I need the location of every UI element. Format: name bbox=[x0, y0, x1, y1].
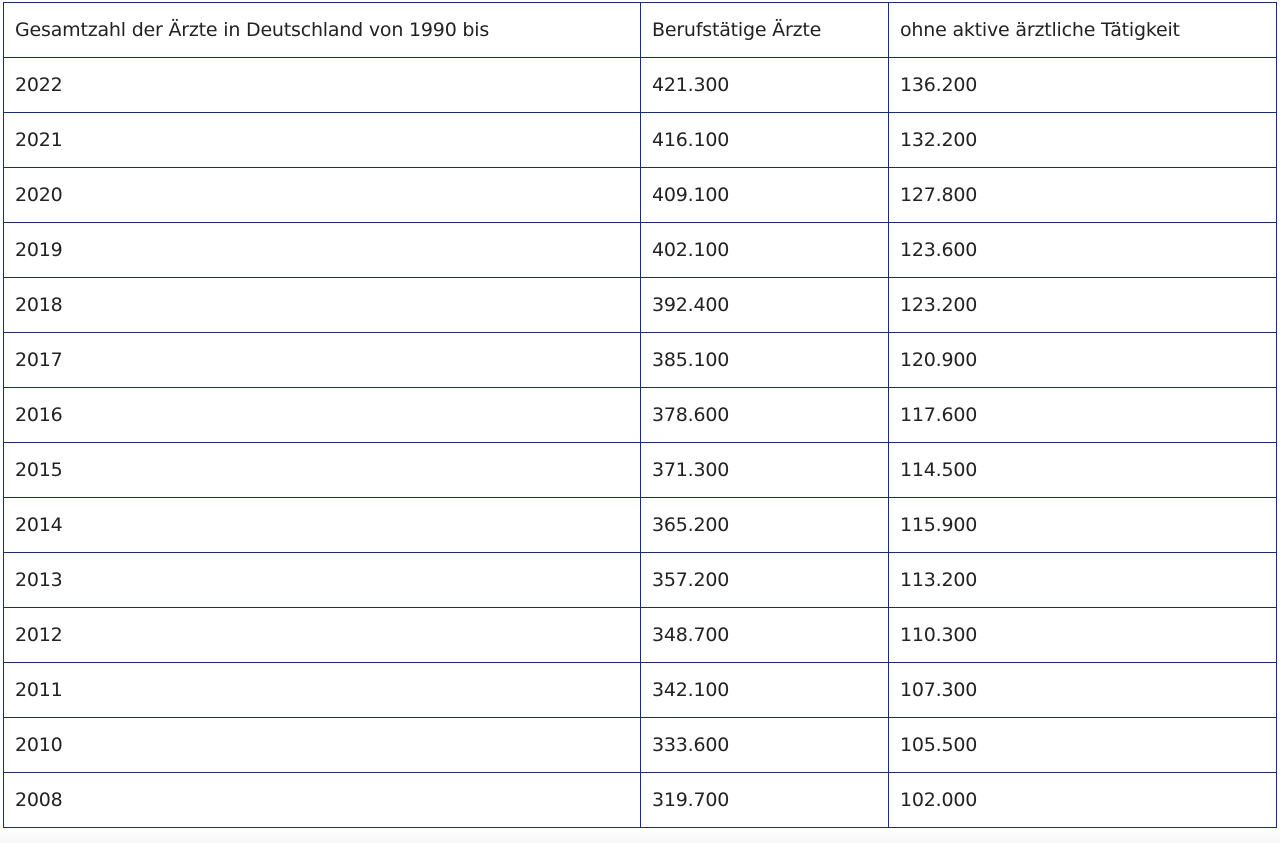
cell-working-physicians: 409.100 bbox=[641, 168, 889, 223]
table-header bbox=[4, 3, 1277, 58]
cell-year: 2011 bbox=[4, 663, 641, 718]
cell-inactive-physicians: 114.500 bbox=[889, 443, 1277, 498]
cell-working-physicians: 378.600 bbox=[641, 388, 889, 443]
cell-year: 2022 bbox=[4, 58, 641, 113]
header-cell-working-physicians: Berufstätige Ärzte bbox=[641, 3, 889, 58]
cell-inactive-physicians: 102.000 bbox=[889, 773, 1277, 828]
table-row bbox=[4, 443, 1277, 498]
cell-year: 2015 bbox=[4, 443, 641, 498]
cell-working-physicians: 319.700 bbox=[641, 773, 889, 828]
cell-inactive-physicians: 113.200 bbox=[889, 553, 1277, 608]
cell-working-physicians: 416.100 bbox=[641, 113, 889, 168]
cell-inactive-physicians: 110.300 bbox=[889, 608, 1277, 663]
cell-inactive-physicians: 115.900 bbox=[889, 498, 1277, 553]
cell-year: 2017 bbox=[4, 333, 641, 388]
header-row bbox=[4, 3, 1277, 58]
cell-year: 2016 bbox=[4, 388, 641, 443]
bottom-fade bbox=[0, 829, 1280, 843]
header-cell-inactive-physicians: ohne aktive ärztliche Tätigkeit bbox=[889, 3, 1277, 58]
table-row bbox=[4, 718, 1277, 773]
physicians-table bbox=[3, 2, 1277, 828]
cell-inactive-physicians: 123.600 bbox=[889, 223, 1277, 278]
cell-year: 2018 bbox=[4, 278, 641, 333]
cell-working-physicians: 385.100 bbox=[641, 333, 889, 388]
cell-inactive-physicians: 132.200 bbox=[889, 113, 1277, 168]
cell-year: 2021 bbox=[4, 113, 641, 168]
cell-working-physicians: 402.100 bbox=[641, 223, 889, 278]
cell-year: 2014 bbox=[4, 498, 641, 553]
cell-year: 2008 bbox=[4, 773, 641, 828]
cell-working-physicians: 357.200 bbox=[641, 553, 889, 608]
table-row bbox=[4, 773, 1277, 828]
cell-inactive-physicians: 136.200 bbox=[889, 58, 1277, 113]
cell-year: 2010 bbox=[4, 718, 641, 773]
table-row bbox=[4, 168, 1277, 223]
table-row bbox=[4, 223, 1277, 278]
cell-inactive-physicians: 120.900 bbox=[889, 333, 1277, 388]
table-row bbox=[4, 58, 1277, 113]
table-row bbox=[4, 333, 1277, 388]
cell-working-physicians: 365.200 bbox=[641, 498, 889, 553]
cell-inactive-physicians: 123.200 bbox=[889, 278, 1277, 333]
table-row bbox=[4, 388, 1277, 443]
cell-year: 2020 bbox=[4, 168, 641, 223]
table-body bbox=[4, 58, 1277, 828]
table-row bbox=[4, 608, 1277, 663]
cell-working-physicians: 342.100 bbox=[641, 663, 889, 718]
cell-working-physicians: 392.400 bbox=[641, 278, 889, 333]
cell-working-physicians: 348.700 bbox=[641, 608, 889, 663]
header-cell-year: Gesamtzahl der Ärzte in Deutschland von 1990 bis bbox=[4, 3, 641, 58]
cell-working-physicians: 371.300 bbox=[641, 443, 889, 498]
cell-inactive-physicians: 117.600 bbox=[889, 388, 1277, 443]
cell-year: 2013 bbox=[4, 553, 641, 608]
table-container bbox=[3, 2, 1276, 828]
table-row bbox=[4, 553, 1277, 608]
table-row bbox=[4, 278, 1277, 333]
cell-inactive-physicians: 107.300 bbox=[889, 663, 1277, 718]
table-row bbox=[4, 498, 1277, 553]
cell-inactive-physicians: 105.500 bbox=[889, 718, 1277, 773]
cell-working-physicians: 421.300 bbox=[641, 58, 889, 113]
table-row bbox=[4, 113, 1277, 168]
cell-working-physicians: 333.600 bbox=[641, 718, 889, 773]
cell-year: 2019 bbox=[4, 223, 641, 278]
table-row bbox=[4, 663, 1277, 718]
cell-inactive-physicians: 127.800 bbox=[889, 168, 1277, 223]
cell-year: 2012 bbox=[4, 608, 641, 663]
